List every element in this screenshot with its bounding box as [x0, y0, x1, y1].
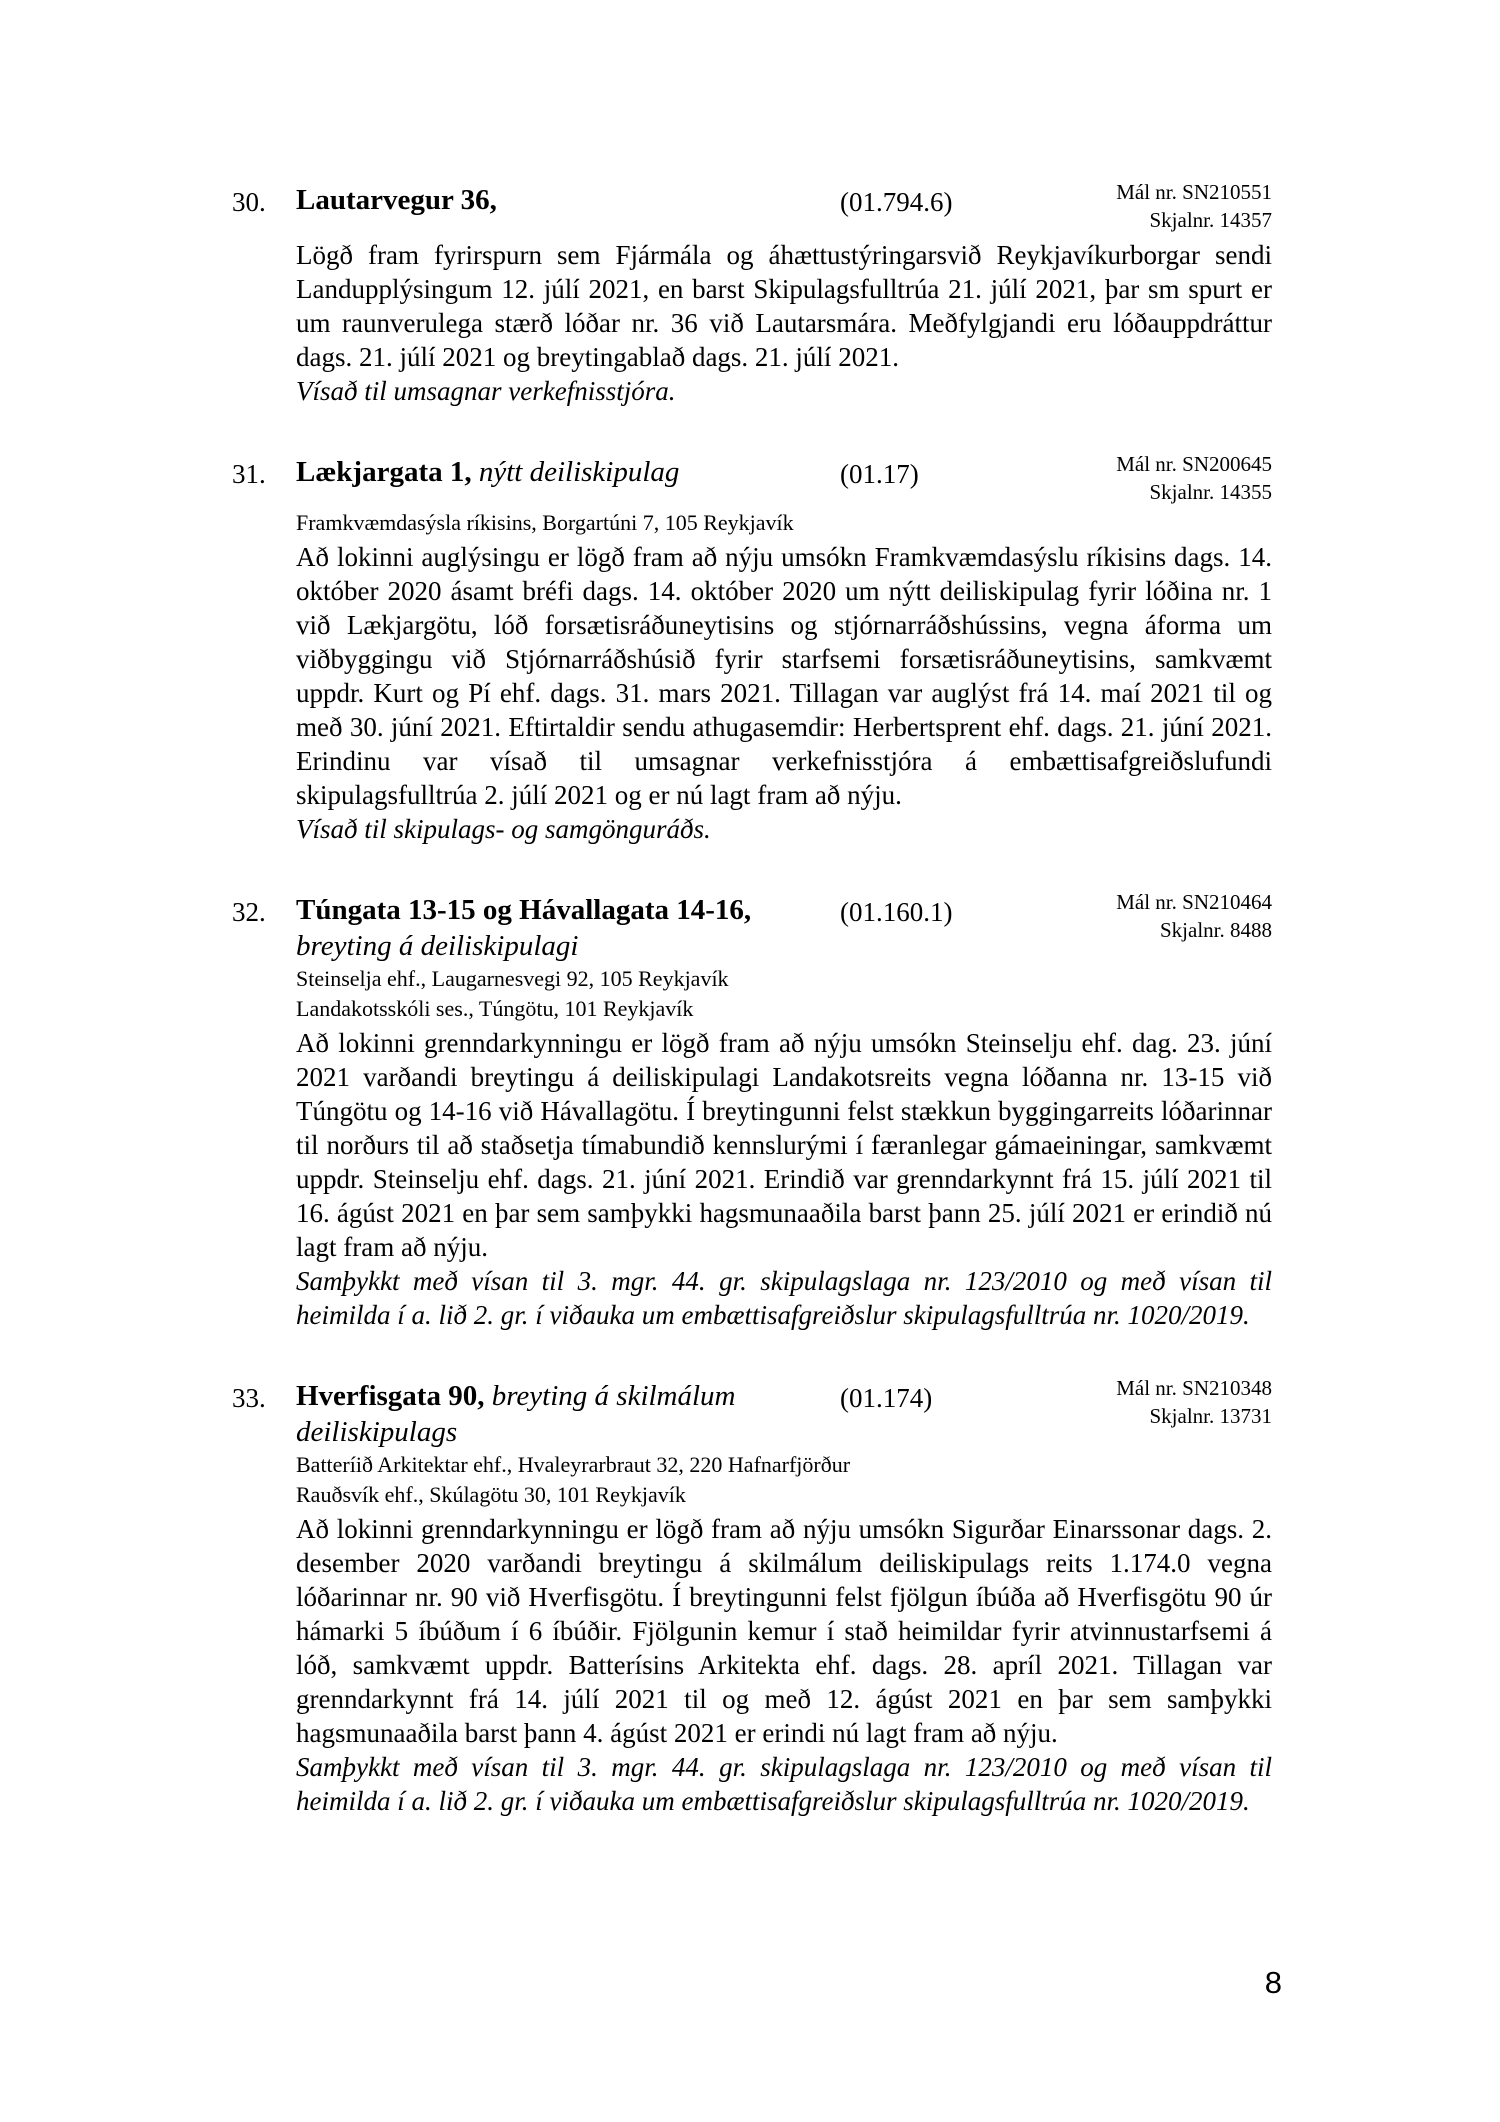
item-references: [1116, 888, 1272, 944]
document-number: Skjalnr. 14357: [1149, 208, 1272, 232]
item-header: [296, 892, 1272, 964]
case-number: Mál nr. SN200645: [1116, 452, 1272, 476]
item-resolution: Vísað til umsagnar verkefnisstjóra.: [296, 376, 676, 406]
item-plan-code: (01.174): [840, 1383, 933, 1413]
document-number: Skjalnr. 14355: [1149, 480, 1272, 504]
item-number: 31.: [232, 459, 266, 489]
item-plan-code: (01.794.6): [840, 187, 953, 217]
document-number: Skjalnr. 8488: [1159, 918, 1272, 942]
item-title: [296, 1378, 841, 1450]
item-title-street: Túngata 13-15 og Hávallagata 14-16,: [296, 894, 752, 926]
item-header: [296, 182, 1272, 236]
applicant-address: Framkvæmdasýsla ríkisins, Borgartúni 7, 105 Reykjavík: [296, 510, 794, 535]
item-title-subtitle: breyting á deiliskipulagi: [296, 930, 579, 962]
item-number: 30.: [232, 187, 266, 217]
agenda-items: [0, 182, 1500, 1864]
item-title: [296, 182, 841, 218]
item-body: Að lokinni grenndarkynningu er lögð fram að nýju umsókn Sigurðar Einarssonar dags. 2. desember 2020 varðandi breytingu á skilmálum deiliskipulags reits 1.174.0 vegna lóðarinnar nr. 90 við Hverfisgötu. Í breytingunni felst fjölgun íbúða að Hverfisgötu 90 úr hámarki 5 íbúðum í 6 íbúðir. Fjölgunin kemur í stað heimildar fyrir atvinnustarfsemi á lóð, samkvæmt uppdr. Batterísins Arkitekta ehf. dags. 28. apríl 2021. Tillagan var grenndarkynnt frá 14. júlí 2021 til og með 12. ágúst 2021 en þar sem samþykki hagsmunaaðila barst þann 4. ágúst 2021 er erindi nú lagt fram að nýju.: [296, 1514, 1272, 1748]
item-title-street: Lækjargata 1,: [296, 456, 472, 488]
item-references: [1116, 178, 1272, 234]
item-number: 33.: [232, 1383, 266, 1413]
item-references: [1116, 450, 1272, 506]
case-number: Mál nr. SN210348: [1116, 1376, 1272, 1400]
item-plan-code: (01.160.1): [840, 897, 953, 927]
item-resolution: Vísað til skipulags- og samgönguráðs.: [296, 814, 711, 844]
document-number: Skjalnr. 13731: [1149, 1404, 1272, 1428]
item-header: [296, 454, 1272, 508]
item-references: [1116, 1374, 1272, 1430]
item-title-street: Hverfisgata 90,: [296, 1380, 485, 1412]
item-title: [296, 892, 841, 964]
item-title-subtitle: breyting á skilmálum deiliskipulags: [296, 1380, 736, 1448]
applicant-address: Rauðsvík ehf., Skúlagötu 30, 101 Reykjavík: [296, 1482, 686, 1507]
item-plan-code: (01.17): [840, 459, 919, 489]
item-resolution: Samþykkt með vísan til 3. mgr. 44. gr. skipulagslaga nr. 123/2010 og með vísan til heimilda í a. lið 2. gr. í viðauka um embættisafgreiðslur skipulagsfulltrúa nr. 1020/2019.: [296, 1266, 1272, 1330]
item-title-subtitle: nýtt deiliskipulag: [478, 456, 680, 488]
item-body: Lögð fram fyrirspurn sem Fjármála og áhættustýringarsvið Reykjavíkurborgar sendi Landupplýsingum 12. júlí 2021, en barst Skipulagsfulltrúa 21. júlí 2021, þar sm spurt er um raunverulega stærð lóðar nr. 36 við Lautarsmára. Meðfylgjandi eru lóðauppdráttur dags. 21. júlí 2021 og breytingablað dags. 21. júlí 2021.: [296, 240, 1272, 372]
item-number: 32.: [232, 897, 266, 927]
item-header: [296, 1378, 1272, 1450]
case-number: Mál nr. SN210464: [1116, 890, 1272, 914]
item-body: Að lokinni auglýsingu er lögð fram að nýju umsókn Framkvæmdasýslu ríkisins dags. 14. október 2020 ásamt bréfi dags. 14. október 2020 um nýtt deiliskipulag fyrir lóðina nr. 1 við Lækjargötu, lóð forsætisráðuneytisins og stjórnarráðshússins, vegna áforma um viðbyggingu við Stjórnarráðshúsið fyrir starfsemi forsætisráðuneytisins, samkvæmt uppdr. Kurt og Pí ehf. dags. 31. mars 2021. Tillagan var auglýst frá 14. maí 2021 til og með 30. júní 2021. Eftirtaldir sendu athugasemdir: Herbertsprent ehf. dags. 21. júní 2021. Erindinu var vísað til umsagnar verkefnisstjóra á embættisafgreiðslufundi skipulagsfulltrúa 2. júlí 2021 og er nú lagt fram að nýju.: [296, 542, 1272, 810]
agenda-item-30: [232, 180, 1272, 408]
item-body: Að lokinni grenndarkynningu er lögð fram að nýju umsókn Steinselju ehf. dag. 23. júní 2021 varðandi breytingu á deiliskipulagi Landakotsreits vegna lóðanna nr. 13-15 við Túngötu og 14-16 við Hávallagötu. Í breytingunni felst stækkun byggingarreits lóðarinnar til norðurs til að staðsetja tímabundið kennslurými í færanlegar gámaeiningar, samkvæmt uppdr. Steinselju ehf. dags. 21. júní 2021. Erindið var grenndarkynnt frá 15. júlí 2021 til 16. ágúst 2021 en þar sem samþykki hagsmunaaðila barst þann 25. júlí 2021 er erindið nú lagt fram að nýju.: [296, 1028, 1272, 1262]
item-title: [296, 454, 841, 490]
applicant-address: Batteríið Arkitektar ehf., Hvaleyrarbraut 32, 220 Hafnarfjörður: [296, 1452, 851, 1477]
agenda-item-32: [232, 890, 1272, 1332]
agenda-item-33: [232, 1376, 1272, 1818]
applicant-address: Steinselja ehf., Laugarnesvegi 92, 105 Reykjavík: [296, 966, 729, 991]
page-number: 8: [1264, 1965, 1282, 2000]
agenda-item-31: [232, 452, 1272, 846]
item-resolution: Samþykkt með vísan til 3. mgr. 44. gr. skipulagslaga nr. 123/2010 og með vísan til heimilda í a. lið 2. gr. í viðauka um embættisafgreiðslur skipulagsfulltrúa nr. 1020/2019.: [296, 1752, 1272, 1816]
item-title-street: Lautarvegur 36,: [296, 184, 497, 216]
applicant-address: Landakotsskóli ses., Túngötu, 101 Reykjavík: [296, 996, 694, 1021]
case-number: Mál nr. SN210551: [1116, 180, 1272, 204]
